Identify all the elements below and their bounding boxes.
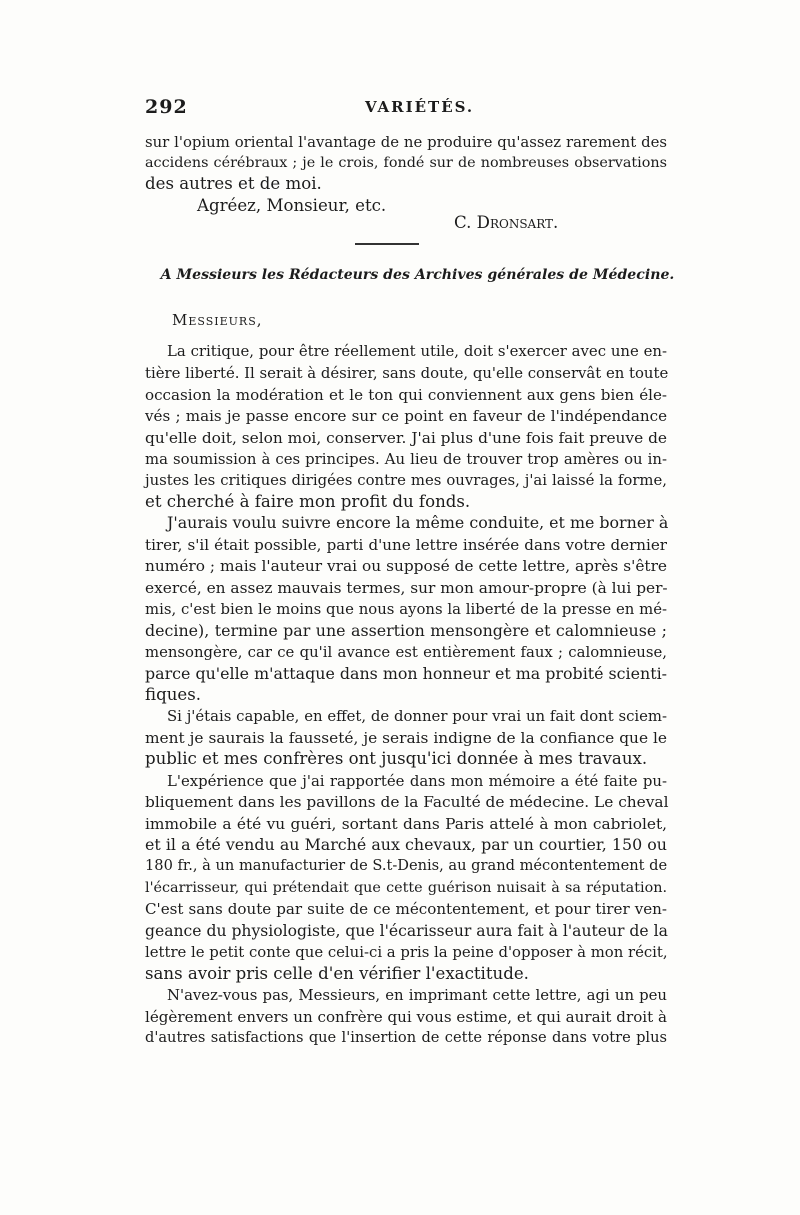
text-line: fiques. <box>145 685 201 704</box>
text-line: L'expérience que j'ai rapportée dans mon mémoire a été faite pu- <box>167 772 667 790</box>
text-line: et cherché à faire mon profit du fonds. <box>145 492 471 511</box>
text-line: lettre le petit conte que celui-ci a pris la peine d'opposer à mon récit, <box>145 943 668 961</box>
text-line: J'aurais voulu suivre encore la même conduite, et me borner à <box>167 513 669 532</box>
text-line: bliquement dans les pavillons de la Faculté de médecine. Le cheval <box>145 793 669 811</box>
text-line: l'écarrisseur, qui prétendait que cette guérison nuisait à sa réputation. <box>145 880 667 896</box>
text-line: decine), termine par une assertion mensongère et calomnieuse ; <box>145 621 667 640</box>
text-line: et il a été vendu au Marché aux chevaux, par un courtier, 150 ou <box>145 835 667 854</box>
text-line: immobile a été vu guéri, sortant dans Paris attelé à mon cabriolet, <box>145 815 667 833</box>
text-line: tière liberté. Il serait à désirer, sans doute, qu'elle conservât en toute <box>145 364 669 382</box>
text-line: des autres et de moi. <box>145 174 322 193</box>
salutation: Messieurs, <box>172 311 263 329</box>
text-line: parce qu'elle m'attaque dans mon honneur et ma probité scienti- <box>145 664 667 683</box>
text-line: exercé, en assez mauvais termes, sur mon amour-propre (à lui per- <box>145 579 668 597</box>
text-line: justes les critiques dirigées contre mes ouvrages, j'ai laissé la forme, <box>145 471 667 489</box>
text-line: mensongère, car ce qu'il avance est entièrement faux ; calomnieuse, <box>145 643 667 661</box>
text-line: sans avoir pris celle d'en vérifier l'exactitude. <box>145 964 529 983</box>
page-header <box>145 96 665 128</box>
letter-address: A Messieurs les Rédacteurs des Archives générales de Médecine. <box>160 267 675 283</box>
text-line: C'est sans doute par suite de ce mécontentement, et pour tirer ven- <box>145 900 667 918</box>
text-line: sur l'opium oriental l'avantage de ne produire qu'assez rarement des <box>145 133 667 151</box>
text-line: d'autres satisfactions que l'insertion de cette réponse dans votre plus <box>145 1029 667 1046</box>
text-line: légèrement envers un confrère qui vous estime, et qui aurait droit à <box>145 1008 667 1026</box>
text-line: ma soumission à ces principes. Au lieu de trouver trop amères ou in- <box>145 450 667 468</box>
text-line: geance du physiologiste, que l'écarisseur aura fait à l'auteur de la <box>145 922 668 940</box>
text-line: numéro ; mais l'auteur vrai ou supposé de cette lettre, après s'être <box>145 557 667 575</box>
text-line: ment je saurais la fausseté, je serais indigne de la confiance que le <box>145 729 667 747</box>
text-line: mis, c'est bien le moins que nous ayons la liberté de la presse en mé- <box>145 600 667 618</box>
text-line: 180 fr., à un manufacturier de S.t-Denis, au grand mécontentement de <box>145 857 668 874</box>
text-line: accidens cérébraux ; je le crois, fondé sur de nombreuses observations <box>145 155 667 171</box>
text-line: tirer, s'il était possible, parti d'une lettre insérée dans votre dernier <box>145 536 667 554</box>
text-line: qu'elle doit, selon moi, conserver. J'ai plus d'une fois fait preuve de <box>145 429 667 447</box>
running-head: VARIÉTÉS. <box>365 98 475 116</box>
signature: C. Dronsart. <box>454 213 559 232</box>
text-line: public et mes confrères ont jusqu'ici donnée à mes travaux. <box>145 749 648 768</box>
text-line: occasion la modération et le ton qui conviennent aux gens bien éle- <box>145 386 667 404</box>
text-line: N'avez-vous pas, Messieurs, en imprimant cette lettre, agi un peu <box>167 986 667 1004</box>
letter-closing: Agréez, Monsieur, etc. <box>197 196 387 215</box>
text-line: vés ; mais je passe encore sur ce point en faveur de l'indépendance <box>145 407 667 425</box>
page-number: 292 <box>145 96 188 118</box>
section-divider <box>355 243 419 245</box>
text-line: Si j'étais capable, en effet, de donner pour vrai un fait dont sciem- <box>167 707 667 725</box>
text-line: La critique, pour être réellement utile, doit s'exercer avec une en- <box>167 342 667 360</box>
